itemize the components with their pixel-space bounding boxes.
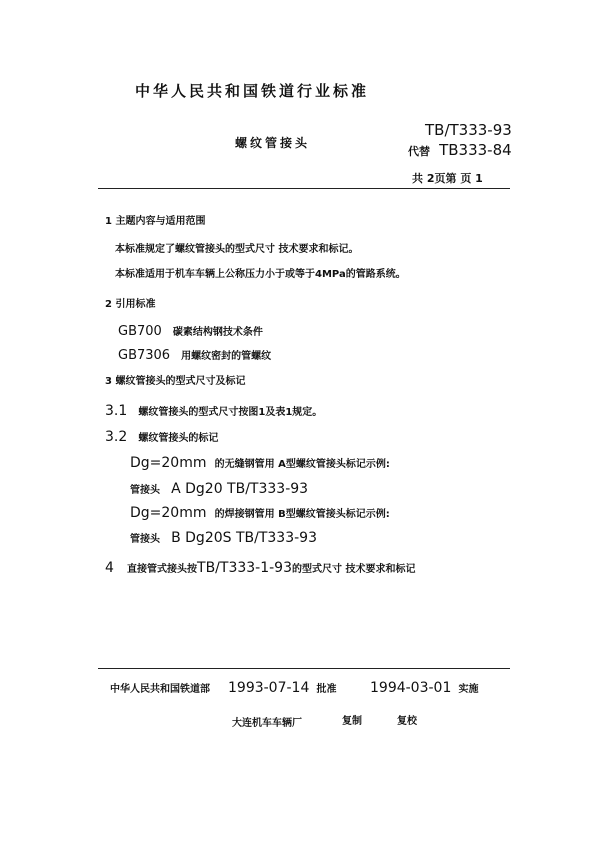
reference-2-text: 用螺纹密封的管螺纹: [181, 351, 272, 362]
example-2-desc: 的焊接钢管用 B型螺纹管接头标记示例:: [214, 509, 390, 520]
example-1-intro: [130, 452, 390, 471]
section-1-heading: 1 主题内容与适用范围: [105, 216, 206, 227]
section-1-para-1: 本标准规定了螺纹管接头的型式尺寸 技术要求和标记。: [115, 244, 359, 255]
example-1-mark: [130, 478, 308, 497]
example-2-label: 管接头: [130, 534, 160, 545]
section-3-2-text: 螺纹管接头的标记: [138, 433, 219, 444]
section-2-heading: 2 引用标准: [105, 299, 156, 310]
page-count: 共 2页第 页 1: [412, 172, 483, 185]
reference-1: [118, 320, 263, 339]
reference-2-code: GB7306: [118, 348, 171, 363]
replaces-label: 代替: [408, 145, 430, 158]
section-3-2-number: 3.2: [105, 429, 128, 445]
section-4-text-c: 的型式尺寸 技术要求和标记: [292, 564, 416, 575]
reference-2: [118, 344, 271, 363]
footer-implement: [370, 677, 478, 696]
replaces-number: TB333-84: [439, 141, 512, 159]
section-4: [105, 557, 415, 576]
footer-approved-label: 批准: [316, 684, 337, 695]
footer-implement-date: 1994-03-01: [370, 680, 452, 696]
example-1-code: A Dg20 TB/T333-93: [171, 481, 309, 497]
section-4-text-a: 直接管式接头按: [127, 564, 198, 575]
example-1-label: 管接头: [130, 485, 160, 496]
footer-implement-label: 实施: [458, 684, 479, 695]
example-2-intro: [130, 502, 390, 521]
section-3-heading: 3 螺纹管接头的型式尺寸及标记: [105, 376, 246, 387]
section-3-1-text: 螺纹管接头的型式尺寸按图1及表1规定。: [138, 407, 323, 418]
section-4-standard-ref: TB/T333-1-93: [197, 560, 292, 576]
doc-title: 螺纹管接头: [235, 136, 311, 150]
section-1-para-2: 本标准适用于机车车辆上公称压力小于或等于4MPa的管路系统。: [115, 269, 406, 280]
footer-approved-date: 1993-07-14: [228, 680, 310, 696]
section-3-1: [105, 400, 322, 419]
example-1-desc: 的无缝钢管用 A型螺纹管接头标记示例:: [214, 459, 390, 470]
reference-1-text: 碳素结构钢技术条件: [172, 327, 263, 338]
footer-rule: [98, 668, 510, 669]
standard-number: TB/T333-93: [425, 121, 512, 139]
header-rule: [98, 188, 510, 189]
footer-approved: [228, 677, 336, 696]
footer-reviewed: 复制: [342, 716, 362, 727]
org-title: 中华人民共和国铁道行业标准: [135, 82, 370, 100]
reference-1-code: GB700: [118, 324, 162, 339]
section-3-2: [105, 426, 218, 445]
example-2-dg: Dg=20mm: [130, 505, 207, 521]
replaces-line: [408, 140, 512, 159]
footer-drafter: 大连机车车辆厂: [232, 718, 302, 729]
example-2-code: B Dg20S TB/T333-93: [171, 530, 317, 546]
example-2-mark: [130, 527, 317, 546]
section-3-1-number: 3.1: [105, 403, 128, 419]
section-4-number: 4: [105, 560, 114, 576]
footer-issuer: 中华人民共和国铁道部: [110, 684, 210, 695]
example-1-dg: Dg=20mm: [130, 455, 207, 471]
footer-checked: 复校: [397, 716, 417, 727]
